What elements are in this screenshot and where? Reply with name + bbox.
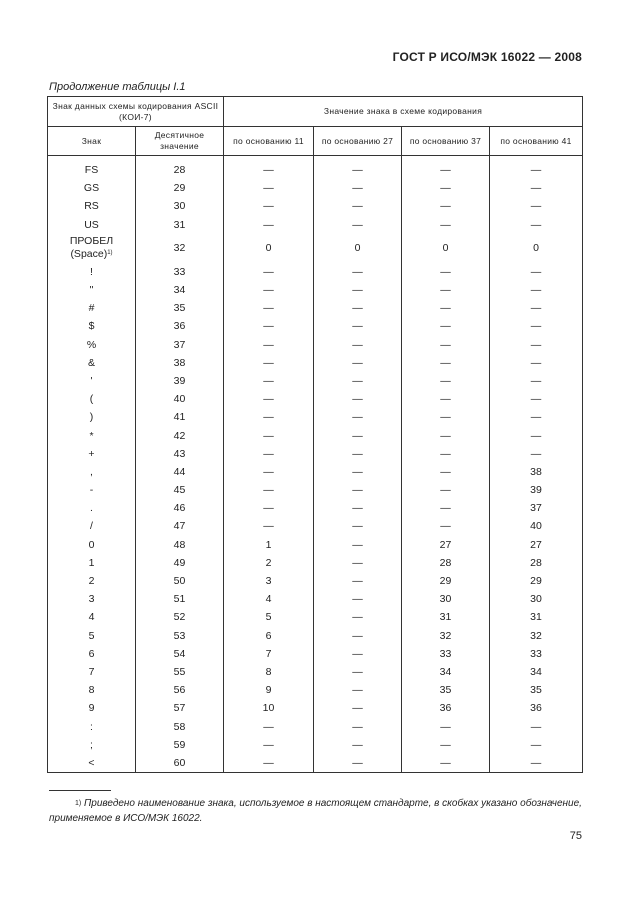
cell-decimal: 57 [136, 699, 224, 717]
cell-char: 7 [48, 663, 136, 681]
column-header-decimal: Десятичное значение [136, 127, 224, 156]
header-value-group: Значение знака в схеме кодирования [224, 97, 583, 127]
table-row [48, 517, 583, 535]
cell-base27: — [314, 608, 402, 626]
cell-base11: — [224, 161, 314, 179]
cell-decimal: 36 [136, 317, 224, 335]
table-row [48, 681, 583, 699]
cell-decimal: 52 [136, 608, 224, 626]
cell-base41: — [490, 281, 583, 299]
table-row [48, 554, 583, 572]
table-row [48, 754, 583, 773]
cell-base37: — [402, 197, 490, 215]
cell-char: 2 [48, 572, 136, 590]
cell-base41: 34 [490, 663, 583, 681]
cell-base37: — [402, 299, 490, 317]
cell-base41: — [490, 754, 583, 773]
cell-decimal: 50 [136, 572, 224, 590]
cell-base27: — [314, 554, 402, 572]
cell-base41: — [490, 161, 583, 179]
cell-char: % [48, 336, 136, 354]
cell-base41: — [490, 263, 583, 281]
cell-base41: 39 [490, 481, 583, 499]
cell-base27: — [314, 336, 402, 354]
cell-decimal: 33 [136, 263, 224, 281]
cell-base41: 33 [490, 645, 583, 663]
table-row [48, 499, 583, 517]
cell-decimal: 30 [136, 197, 224, 215]
cell-decimal: 58 [136, 717, 224, 735]
cell-base11: — [224, 390, 314, 408]
cell-base41: — [490, 354, 583, 372]
table-row [48, 663, 583, 681]
table-row [48, 336, 583, 354]
cell-base27: — [314, 536, 402, 554]
cell-base27: — [314, 263, 402, 281]
cell-base11: 3 [224, 572, 314, 590]
table-row [48, 481, 583, 499]
cell-base37: 0 [402, 234, 490, 263]
header-ascii-group: Знак данных схемы кодирования ASCII (КОИ-7) [48, 97, 224, 127]
space-label: ПРОБЕЛ (Space) [69, 235, 114, 261]
table-row [48, 645, 583, 663]
cell-base41: 35 [490, 681, 583, 699]
column-header-base37: по основанию 37 [402, 127, 490, 156]
cell-decimal: 60 [136, 754, 224, 773]
cell-char: ( [48, 390, 136, 408]
cell-base41: 32 [490, 627, 583, 645]
cell-base27: — [314, 736, 402, 754]
cell-decimal: 53 [136, 627, 224, 645]
cell-base41: 37 [490, 499, 583, 517]
cell-base11: — [224, 179, 314, 197]
cell-base41: 27 [490, 536, 583, 554]
cell-base41: — [490, 736, 583, 754]
cell-base11: — [224, 499, 314, 517]
cell-base37: — [402, 179, 490, 197]
cell-char: 3 [48, 590, 136, 608]
table-row [48, 281, 583, 299]
cell-base41: — [490, 179, 583, 197]
cell-decimal: 55 [136, 663, 224, 681]
cell-decimal: 43 [136, 445, 224, 463]
cell-decimal: 38 [136, 354, 224, 372]
cell-decimal: 32 [136, 234, 224, 263]
cell-base37: 36 [402, 699, 490, 717]
table-row [48, 572, 583, 590]
cell-base37: — [402, 317, 490, 335]
cell-base37: 33 [402, 645, 490, 663]
cell-base11: 5 [224, 608, 314, 626]
cell-base37: — [402, 372, 490, 390]
cell-decimal: 31 [136, 216, 224, 234]
cell-base27: — [314, 197, 402, 215]
cell-char: ' [48, 372, 136, 390]
cell-base11: 2 [224, 554, 314, 572]
footnote-text: Приведено наименование знака, используемое в настоящем стандарте, в скобках указано обозначение, применяемое в ИСО/МЭК 16022. [49, 798, 582, 824]
cell-char: 6 [48, 645, 136, 663]
cell-base37: — [402, 263, 490, 281]
page-number: 75 [569, 830, 582, 842]
cell-base41: 30 [490, 590, 583, 608]
table-row [48, 536, 583, 554]
cell-base37: — [402, 445, 490, 463]
cell-base27: — [314, 317, 402, 335]
cell-base37: — [402, 481, 490, 499]
cell-base37: — [402, 754, 490, 773]
table-row [48, 426, 583, 444]
cell-base37: — [402, 390, 490, 408]
cell-base11: — [224, 336, 314, 354]
cell-char: ) [48, 408, 136, 426]
cell-base11: — [224, 317, 314, 335]
cell-base11: 10 [224, 699, 314, 717]
cell-base27: — [314, 216, 402, 234]
cell-decimal: 42 [136, 426, 224, 444]
cell-base11: — [224, 736, 314, 754]
column-header-base27: по основанию 27 [314, 127, 402, 156]
footnote [49, 796, 582, 826]
cell-base11: — [224, 372, 314, 390]
cell-base41: — [490, 408, 583, 426]
cell-base27: — [314, 572, 402, 590]
cell-decimal: 34 [136, 281, 224, 299]
table-row [48, 736, 583, 754]
cell-decimal: 48 [136, 536, 224, 554]
cell-base37: 34 [402, 663, 490, 681]
table-row [48, 263, 583, 281]
cell-base11: 7 [224, 645, 314, 663]
cell-base37: 32 [402, 627, 490, 645]
cell-base27: — [314, 408, 402, 426]
cell-base41: 36 [490, 699, 583, 717]
cell-base41: — [490, 197, 583, 215]
cell-base27: — [314, 299, 402, 317]
cell-base27: — [314, 663, 402, 681]
cell-base41: — [490, 445, 583, 463]
table-row [48, 590, 583, 608]
table-row [48, 627, 583, 645]
table-row [48, 299, 583, 317]
cell-base41: 38 [490, 463, 583, 481]
cell-base37: — [402, 281, 490, 299]
cell-base11: 0 [224, 234, 314, 263]
cell-base41: 29 [490, 572, 583, 590]
cell-base11: 9 [224, 681, 314, 699]
cell-base37: 28 [402, 554, 490, 572]
cell-char [48, 234, 136, 263]
encoding-table [47, 96, 583, 773]
cell-decimal: 56 [136, 681, 224, 699]
cell-decimal: 51 [136, 590, 224, 608]
cell-base11: 8 [224, 663, 314, 681]
cell-base11: 6 [224, 627, 314, 645]
cell-base41: 28 [490, 554, 583, 572]
cell-char: . [48, 499, 136, 517]
cell-char: US [48, 216, 136, 234]
table-row [48, 445, 583, 463]
cell-base27: — [314, 645, 402, 663]
cell-base37: — [402, 216, 490, 234]
table-row [48, 372, 583, 390]
cell-decimal: 41 [136, 408, 224, 426]
cell-base37: 29 [402, 572, 490, 590]
cell-decimal: 59 [136, 736, 224, 754]
cell-base11: 1 [224, 536, 314, 554]
cell-base11: — [224, 517, 314, 535]
cell-base41: — [490, 390, 583, 408]
cell-base41: 40 [490, 517, 583, 535]
cell-char: ; [48, 736, 136, 754]
cell-base41: — [490, 299, 583, 317]
cell-base11: — [224, 426, 314, 444]
cell-base27: — [314, 717, 402, 735]
cell-base37: — [402, 336, 490, 354]
cell-base27: — [314, 590, 402, 608]
column-header-base41: по основанию 41 [490, 127, 583, 156]
cell-char: $ [48, 317, 136, 335]
cell-base37: — [402, 408, 490, 426]
footnote-separator [49, 790, 111, 791]
cell-decimal: 49 [136, 554, 224, 572]
table-row [48, 161, 583, 179]
cell-char: + [48, 445, 136, 463]
cell-base27: — [314, 463, 402, 481]
cell-char: ! [48, 263, 136, 281]
cell-char: FS [48, 161, 136, 179]
table-row [48, 179, 583, 197]
table-row [48, 354, 583, 372]
document-header: ГОСТ Р ИСО/МЭК 16022 — 2008 [392, 50, 582, 64]
cell-base41: — [490, 717, 583, 735]
cell-base11: — [224, 216, 314, 234]
cell-base37: 27 [402, 536, 490, 554]
cell-base27: — [314, 354, 402, 372]
cell-base37: — [402, 517, 490, 535]
cell-base11: — [224, 481, 314, 499]
cell-base27: — [314, 699, 402, 717]
cell-char: 0 [48, 536, 136, 554]
table-row [48, 699, 583, 717]
cell-char: " [48, 281, 136, 299]
cell-char: / [48, 517, 136, 535]
cell-base27: — [314, 681, 402, 699]
cell-decimal: 28 [136, 161, 224, 179]
cell-base41: — [490, 317, 583, 335]
table-row [48, 463, 583, 481]
cell-base27: — [314, 281, 402, 299]
cell-char: : [48, 717, 136, 735]
cell-base27: — [314, 517, 402, 535]
cell-char: 1 [48, 554, 136, 572]
cell-base11: — [224, 281, 314, 299]
cell-char: * [48, 426, 136, 444]
cell-base37: — [402, 463, 490, 481]
cell-decimal: 54 [136, 645, 224, 663]
cell-char: 9 [48, 699, 136, 717]
cell-base41: 31 [490, 608, 583, 626]
cell-base37: 31 [402, 608, 490, 626]
cell-char: # [48, 299, 136, 317]
cell-base11: 4 [224, 590, 314, 608]
cell-char: RS [48, 197, 136, 215]
cell-base37: — [402, 354, 490, 372]
cell-base41: — [490, 336, 583, 354]
cell-base37: — [402, 161, 490, 179]
cell-decimal: 45 [136, 481, 224, 499]
cell-base27: — [314, 179, 402, 197]
cell-base11: — [224, 263, 314, 281]
table-row [48, 717, 583, 735]
table-row [48, 390, 583, 408]
cell-base11: — [224, 354, 314, 372]
cell-base11: — [224, 197, 314, 215]
cell-decimal: 39 [136, 372, 224, 390]
cell-decimal: 35 [136, 299, 224, 317]
cell-base27: — [314, 426, 402, 444]
cell-decimal: 37 [136, 336, 224, 354]
column-header-char: Знак [48, 127, 136, 156]
table-caption: Продолжение таблицы I.1 [49, 81, 186, 93]
cell-base41: — [490, 426, 583, 444]
column-header-base11: по основанию 11 [224, 127, 314, 156]
cell-char: 4 [48, 608, 136, 626]
cell-decimal: 47 [136, 517, 224, 535]
cell-base11: — [224, 408, 314, 426]
table-row [48, 408, 583, 426]
cell-base41: — [490, 372, 583, 390]
cell-decimal: 44 [136, 463, 224, 481]
cell-base11: — [224, 463, 314, 481]
cell-char: 5 [48, 627, 136, 645]
cell-char: , [48, 463, 136, 481]
table-row [48, 317, 583, 335]
cell-decimal: 46 [136, 499, 224, 517]
cell-base11: — [224, 299, 314, 317]
cell-base37: — [402, 736, 490, 754]
cell-base27: — [314, 390, 402, 408]
cell-char: 8 [48, 681, 136, 699]
table-row [48, 234, 583, 263]
space-footnote-mark: 1) [107, 250, 113, 257]
cell-base37: — [402, 717, 490, 735]
cell-decimal: 40 [136, 390, 224, 408]
cell-base27: — [314, 499, 402, 517]
cell-char: GS [48, 179, 136, 197]
table-row [48, 197, 583, 215]
cell-decimal: 29 [136, 179, 224, 197]
cell-base37: — [402, 426, 490, 444]
cell-base27: — [314, 372, 402, 390]
cell-base27: — [314, 161, 402, 179]
cell-char: - [48, 481, 136, 499]
cell-base27: — [314, 445, 402, 463]
cell-base11: — [224, 717, 314, 735]
cell-base11: — [224, 445, 314, 463]
cell-base37: 35 [402, 681, 490, 699]
cell-base41: — [490, 216, 583, 234]
cell-base27: 0 [314, 234, 402, 263]
cell-base11: — [224, 754, 314, 773]
cell-base37: 30 [402, 590, 490, 608]
cell-base41: 0 [490, 234, 583, 263]
cell-base27: — [314, 627, 402, 645]
cell-base27: — [314, 481, 402, 499]
cell-base27: — [314, 754, 402, 773]
cell-base37: — [402, 499, 490, 517]
cell-char: < [48, 754, 136, 773]
footnote-mark: 1) [75, 800, 82, 807]
cell-char: & [48, 354, 136, 372]
table-row [48, 216, 583, 234]
table-row [48, 608, 583, 626]
